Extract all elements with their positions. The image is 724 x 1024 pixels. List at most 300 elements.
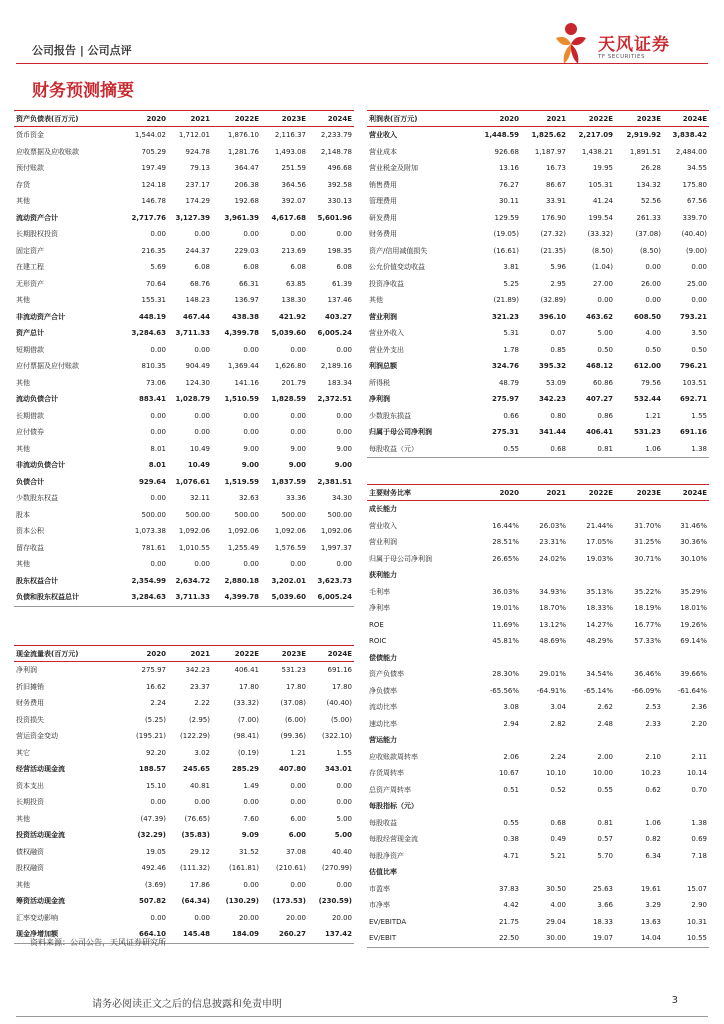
cell-value: 137.46	[327, 296, 352, 305]
table-row	[367, 259, 709, 276]
cell-value: 691.16	[679, 428, 707, 437]
cell-value: 468.12	[585, 362, 613, 371]
cell-value: 2.33	[645, 719, 661, 728]
row-label: 现金净增加额	[14, 926, 118, 943]
cell-value: (64.34)	[181, 897, 210, 906]
cell-value: 4,617.68	[271, 213, 306, 222]
cell-value: 39.66%	[680, 670, 707, 679]
cell-value: 17.80	[285, 682, 306, 691]
cell-value: 19.01%	[492, 604, 519, 613]
cell-value: 26.28	[640, 164, 661, 173]
cell-value: 1,626.80	[274, 362, 306, 371]
cell-value: 19.05	[145, 847, 166, 856]
cell-value: 2,381.51	[317, 477, 352, 486]
cell-value: 1,493.08	[274, 147, 306, 156]
row-label: 其他	[16, 296, 30, 305]
table-row	[367, 358, 709, 375]
cell-value: 1,438.21	[581, 147, 613, 156]
row-label: 市盈率	[369, 884, 390, 893]
table-row	[14, 226, 354, 243]
cell-value: 0.38	[503, 835, 519, 844]
cell-value: 1,281.76	[227, 147, 259, 156]
cell-value: 2,919.92	[626, 131, 661, 140]
cell-value: 0.00	[691, 263, 707, 272]
cell-value: 0.00	[150, 798, 166, 807]
cell-value: 40.81	[189, 781, 210, 790]
cell-value: 343.01	[324, 765, 352, 774]
row-label: 总资产周转率	[369, 785, 411, 794]
cell-value: 810.35	[141, 362, 166, 371]
table-row	[367, 441, 709, 458]
cell-value: 10.14	[686, 769, 707, 778]
table-row	[14, 507, 354, 524]
cell-value: (27.32)	[540, 230, 566, 239]
cell-value: 13.12%	[539, 620, 566, 629]
cell-value: 17.86	[189, 880, 210, 889]
row-label: 成长能力	[369, 505, 397, 514]
cell-value: 10.49	[187, 461, 210, 470]
cell-value: 34.54%	[586, 670, 613, 679]
cell-value	[615, 798, 663, 815]
cell-value: 124.30	[185, 378, 210, 387]
table-row	[14, 910, 354, 927]
cell-value: 1.55	[691, 411, 707, 420]
cell-value: 0.62	[645, 785, 661, 794]
cell-value: 6.08	[336, 263, 352, 272]
cell-value: -61.64%	[677, 686, 707, 695]
cell-value: 1,448.59	[484, 131, 519, 140]
table-row	[367, 617, 709, 634]
cell-value: 705.29	[141, 147, 166, 156]
header-divider	[16, 63, 708, 64]
cell-value: 531.23	[281, 666, 306, 675]
cell-value: 16.62	[145, 682, 166, 691]
cell-value: 3,127.39	[175, 213, 210, 222]
cell-value: 35.22%	[634, 587, 661, 596]
row-label: 应收账款周转率	[369, 752, 418, 761]
section-title: 财务预测摘要	[32, 81, 134, 101]
cell-value: 0.00	[336, 560, 352, 569]
cell-value	[615, 864, 663, 881]
year-header: 2023E	[615, 485, 663, 501]
cell-value: 1,876.10	[227, 131, 259, 140]
year-header: 2020	[467, 111, 521, 127]
cell-value: 199.54	[588, 213, 613, 222]
cell-value: 0.66	[503, 411, 519, 420]
cell-value: 0.49	[550, 835, 566, 844]
cell-value: (5.25)	[144, 715, 166, 724]
year-header: 2020	[118, 111, 168, 127]
cell-value	[467, 501, 521, 518]
row-label: 研发费用	[369, 213, 397, 222]
cell-value: 174.29	[185, 197, 210, 206]
cell-value	[568, 650, 615, 667]
row-label: 财务费用	[369, 230, 397, 239]
cell-value: 0.00	[336, 345, 352, 354]
cell-value: (1.04)	[591, 263, 613, 272]
cell-value	[568, 567, 615, 584]
table-row	[367, 342, 709, 359]
row-label: EV/EBIT	[367, 930, 467, 947]
cell-value: 30.10%	[680, 554, 707, 563]
cell-value: 0.00	[243, 411, 259, 420]
row-label: 长期股权投资	[16, 230, 58, 239]
year-header: 2021	[168, 111, 212, 127]
row-label: 资产/信用减值损失	[369, 246, 428, 255]
cell-value: 21.75	[498, 917, 519, 926]
cell-value: 0.00	[150, 494, 166, 503]
table-row	[14, 589, 354, 606]
table-row	[14, 778, 354, 795]
cell-value: 924.78	[185, 147, 210, 156]
table-row	[367, 815, 709, 832]
cell-value: 24.02%	[539, 554, 566, 563]
cell-value: 1,076.61	[175, 477, 210, 486]
row-label: 每股收益（元）	[367, 441, 467, 458]
year-header: 2023E	[261, 646, 308, 662]
cell-value: (5.00)	[330, 715, 352, 724]
cell-value: 531.23	[633, 428, 661, 437]
cell-value: 7.60	[243, 814, 259, 823]
cell-value: 0.80	[550, 411, 566, 420]
cell-value: 2.06	[503, 752, 519, 761]
row-label: 长期投资	[16, 798, 44, 807]
table-row	[367, 144, 709, 161]
row-label: 其他	[369, 296, 383, 305]
row-label: 非流动负债合计	[16, 461, 65, 470]
cell-value: 73.06	[145, 378, 166, 387]
cell-value: (210.61)	[276, 864, 306, 873]
table-row	[14, 679, 354, 696]
table-row	[14, 877, 354, 894]
cell-value: 34.93%	[539, 587, 566, 596]
cell-value	[663, 567, 709, 584]
cell-value: 2.24	[550, 752, 566, 761]
cell-value: 251.59	[281, 164, 306, 173]
cell-value: 237.17	[185, 180, 210, 189]
table-row	[367, 683, 709, 700]
cell-value: 30.00	[521, 930, 568, 947]
table-row	[367, 408, 709, 425]
cell-value: 2.24	[150, 699, 166, 708]
table-row	[14, 144, 354, 161]
table-row	[14, 573, 354, 590]
table-row	[14, 474, 354, 491]
year-header: 2020	[467, 485, 521, 501]
cell-value: (7.00)	[237, 715, 259, 724]
cell-value: 0.68	[521, 441, 568, 458]
cell-value: 0.00	[243, 560, 259, 569]
cell-value: 29.12	[189, 847, 210, 856]
row-label: 营业税金及附加	[369, 164, 418, 173]
cell-value: 105.31	[588, 180, 613, 189]
cell-value: 0.00	[243, 880, 259, 889]
cell-value: 395.32	[538, 362, 566, 371]
cell-value: (195.21)	[136, 732, 166, 741]
row-label: 股权融资	[16, 864, 44, 873]
cell-value: 421.92	[278, 312, 306, 321]
table-row	[14, 177, 354, 194]
row-label: 其他	[16, 880, 30, 889]
cell-value: 66.31	[238, 279, 259, 288]
cell-value: 2.20	[691, 719, 707, 728]
cell-value	[663, 650, 709, 667]
row-label: 资产总计	[16, 329, 44, 338]
row-label: 少数股东损益	[369, 411, 411, 420]
cell-value: 0.86	[597, 411, 613, 420]
cell-value: 213.69	[281, 246, 306, 255]
cell-value: 6.08	[290, 263, 306, 272]
cell-value: 141.16	[234, 378, 259, 387]
cell-value: 5,039.60	[271, 329, 306, 338]
cell-value: 0.00	[336, 798, 352, 807]
row-label: 投资活动现金流	[16, 831, 65, 840]
cell-value: 0.00	[243, 798, 259, 807]
cell-value: 3,711.33	[168, 589, 212, 606]
table-row	[367, 391, 709, 408]
table-row	[367, 782, 709, 799]
cell-value: 48.29%	[586, 637, 613, 646]
cell-value: 48.69%	[539, 637, 566, 646]
cell-value: 6.34	[645, 851, 661, 860]
cell-value: 2.22	[194, 699, 210, 708]
row-label: 营运资金变动	[16, 732, 58, 741]
cell-value: 137.42	[308, 926, 354, 943]
cell-value: (0.19)	[237, 748, 259, 757]
cell-value: (230.59)	[318, 897, 352, 906]
cell-value: 30.50	[545, 884, 566, 893]
cell-value: 16.77%	[634, 620, 661, 629]
cell-value: (16.61)	[493, 246, 519, 255]
cell-value: 5.00	[597, 329, 613, 338]
cell-value: 16.73	[545, 164, 566, 173]
cell-value: 16.44%	[492, 521, 519, 530]
cell-value: 76.27	[498, 180, 519, 189]
cell-value: 407.27	[585, 395, 613, 404]
cell-value: 0.50	[691, 345, 707, 354]
cell-value: 2,634.72	[175, 576, 210, 585]
table-row	[367, 375, 709, 392]
cell-value: 10.10	[545, 769, 566, 778]
cell-value: 5,039.60	[261, 589, 308, 606]
cell-value: 0.00	[194, 428, 210, 437]
table-row	[367, 897, 709, 914]
cell-value: 35.13%	[586, 587, 613, 596]
table-title: 主要财务比率	[367, 485, 467, 501]
cell-value: 29.04	[545, 917, 566, 926]
cell-value: 30.36%	[680, 538, 707, 547]
cell-value: 2,233.79	[320, 131, 352, 140]
cell-value: 36.46%	[634, 670, 661, 679]
cell-value: (33.32)	[587, 230, 613, 239]
cell-value: 2,116.37	[274, 131, 306, 140]
year-header: 2021	[168, 646, 212, 662]
cell-value: 17.80	[331, 682, 352, 691]
cell-value: 10.00	[592, 769, 613, 778]
cell-value: 0.00	[290, 560, 306, 569]
cell-value: (6.00)	[284, 715, 306, 724]
year-header: 2021	[521, 111, 568, 127]
cell-value: 37.83	[498, 884, 519, 893]
cell-value: 1,828.59	[271, 395, 306, 404]
table-row	[367, 600, 709, 617]
year-header: 2022E	[212, 111, 261, 127]
row-label: 财务费用	[16, 699, 44, 708]
cell-value	[467, 567, 521, 584]
cell-value: 198.35	[327, 246, 352, 255]
cell-value: 0.50	[645, 345, 661, 354]
cell-value	[467, 798, 521, 815]
cell-value: (33.32)	[233, 699, 259, 708]
table-row	[367, 732, 709, 749]
cell-value: 61.39	[331, 279, 352, 288]
cell-value: 3.66	[597, 901, 613, 910]
table-row	[14, 441, 354, 458]
cell-value: 1.55	[336, 748, 352, 757]
cell-value: 45.81%	[492, 637, 519, 646]
cell-value: 14.04	[615, 930, 663, 947]
table-row	[14, 540, 354, 557]
cell-value: 1,576.59	[274, 543, 306, 552]
cell-value: 3.81	[503, 263, 519, 272]
cell-value: 341.44	[538, 428, 566, 437]
row-label: EV/EBITDA	[369, 917, 407, 926]
row-label: 每股经营现金流	[369, 835, 418, 844]
cell-value: 6.08	[243, 263, 259, 272]
table-header-row	[14, 646, 354, 662]
table-row	[367, 226, 709, 243]
cell-value: 342.23	[185, 666, 210, 675]
cell-value: 2.53	[645, 703, 661, 712]
table-row	[367, 276, 709, 293]
logo-subtitle: TF SECURITIES	[598, 54, 645, 60]
cell-value: 6.00	[290, 814, 306, 823]
cell-value: 500.00	[327, 510, 352, 519]
cell-value: 26.03%	[539, 521, 566, 530]
row-label: 资产负债率	[369, 670, 404, 679]
cell-value: 138.30	[281, 296, 306, 305]
table-row	[367, 848, 709, 865]
cell-value: 392.58	[327, 180, 352, 189]
table-row	[14, 259, 354, 276]
cell-value: 229.03	[234, 246, 259, 255]
cell-value: 3.02	[194, 748, 210, 757]
table-header-row	[367, 485, 709, 501]
cell-value: 1,010.55	[178, 543, 210, 552]
cell-value: (270.99)	[322, 864, 352, 873]
cell-value: 3,711.33	[175, 329, 210, 338]
cell-value: -64.91%	[536, 686, 566, 695]
company-logo	[548, 18, 698, 68]
row-label: 估值比率	[369, 868, 397, 877]
cell-value: (161.81)	[229, 864, 259, 873]
row-label: 公允价值变动收益	[369, 263, 425, 272]
cell-value: 0.81	[568, 441, 615, 458]
table-row	[14, 325, 354, 342]
cell-value: 19.03%	[586, 554, 613, 563]
row-label: 存货周转率	[369, 769, 404, 778]
cell-value: 1.21	[290, 748, 306, 757]
cell-value: 0.55	[597, 785, 613, 794]
cell-value: 0.00	[243, 230, 259, 239]
table-row	[14, 457, 354, 474]
row-label: 在建工程	[16, 263, 44, 272]
cell-value: 1,092.06	[320, 527, 352, 536]
cell-value: 9.00	[290, 444, 306, 453]
cell-value: 184.09	[212, 926, 261, 943]
cell-value: 2,717.76	[131, 213, 166, 222]
cell-value: 175.80	[682, 180, 707, 189]
table-row	[367, 424, 709, 441]
cell-value	[663, 501, 709, 518]
cash-flow-table	[14, 645, 354, 944]
cell-value: 27.00	[592, 279, 613, 288]
cell-value: 364.47	[234, 164, 259, 173]
cell-value: 197.49	[141, 164, 166, 173]
cell-value: 275.31	[491, 428, 519, 437]
row-label: 每股净资产	[369, 851, 404, 860]
cell-value: 500.00	[141, 510, 166, 519]
cell-value	[615, 501, 663, 518]
cell-value: 2.48	[597, 719, 613, 728]
cell-value: (40.40)	[326, 699, 352, 708]
table-row	[367, 633, 709, 650]
table-row	[14, 745, 354, 762]
cell-value: 0.00	[691, 296, 707, 305]
cell-value: 10.31	[686, 917, 707, 926]
table-row	[14, 424, 354, 441]
cell-value: (322.10)	[322, 732, 352, 741]
cell-value: 3.04	[550, 703, 566, 712]
cell-value	[568, 501, 615, 518]
cell-value: 0.00	[150, 230, 166, 239]
row-label: 净利率	[369, 604, 390, 613]
cell-value: 2.10	[645, 752, 661, 761]
row-label: 其他	[16, 378, 30, 387]
row-label: ROE	[369, 620, 384, 629]
row-label: 筹资活动现金流	[16, 897, 65, 906]
cell-value: 216.35	[141, 246, 166, 255]
row-label: 短期借款	[16, 345, 44, 354]
cell-value: 26.00	[640, 279, 661, 288]
cell-value: 3.29	[645, 901, 661, 910]
table-row	[14, 408, 354, 425]
year-header: 2022E	[568, 111, 615, 127]
row-label: 股本	[16, 510, 30, 519]
table-row	[14, 860, 354, 877]
row-label: 所得税	[369, 378, 390, 387]
cell-value: 32.11	[189, 494, 210, 503]
table-row	[367, 127, 709, 144]
cell-value: 0.69	[691, 835, 707, 844]
cell-value: 0.00	[336, 428, 352, 437]
cell-value: 0.00	[290, 411, 306, 420]
row-label: 市净率	[369, 901, 390, 910]
cell-value	[521, 567, 568, 584]
cell-value: 0.00	[150, 411, 166, 420]
row-label: 应收票据及应收账款	[16, 147, 79, 156]
cell-value: 68.76	[189, 279, 210, 288]
cell-value: 23.31%	[539, 538, 566, 547]
table-row	[14, 827, 354, 844]
cell-value: 0.00	[150, 345, 166, 354]
cell-value: 86.67	[545, 180, 566, 189]
cell-value: 0.00	[290, 798, 306, 807]
row-label: 每股指标（元）	[369, 802, 418, 811]
cell-value: 37.08	[285, 847, 306, 856]
cell-value: 1,255.49	[227, 543, 259, 552]
table-row	[367, 914, 709, 931]
